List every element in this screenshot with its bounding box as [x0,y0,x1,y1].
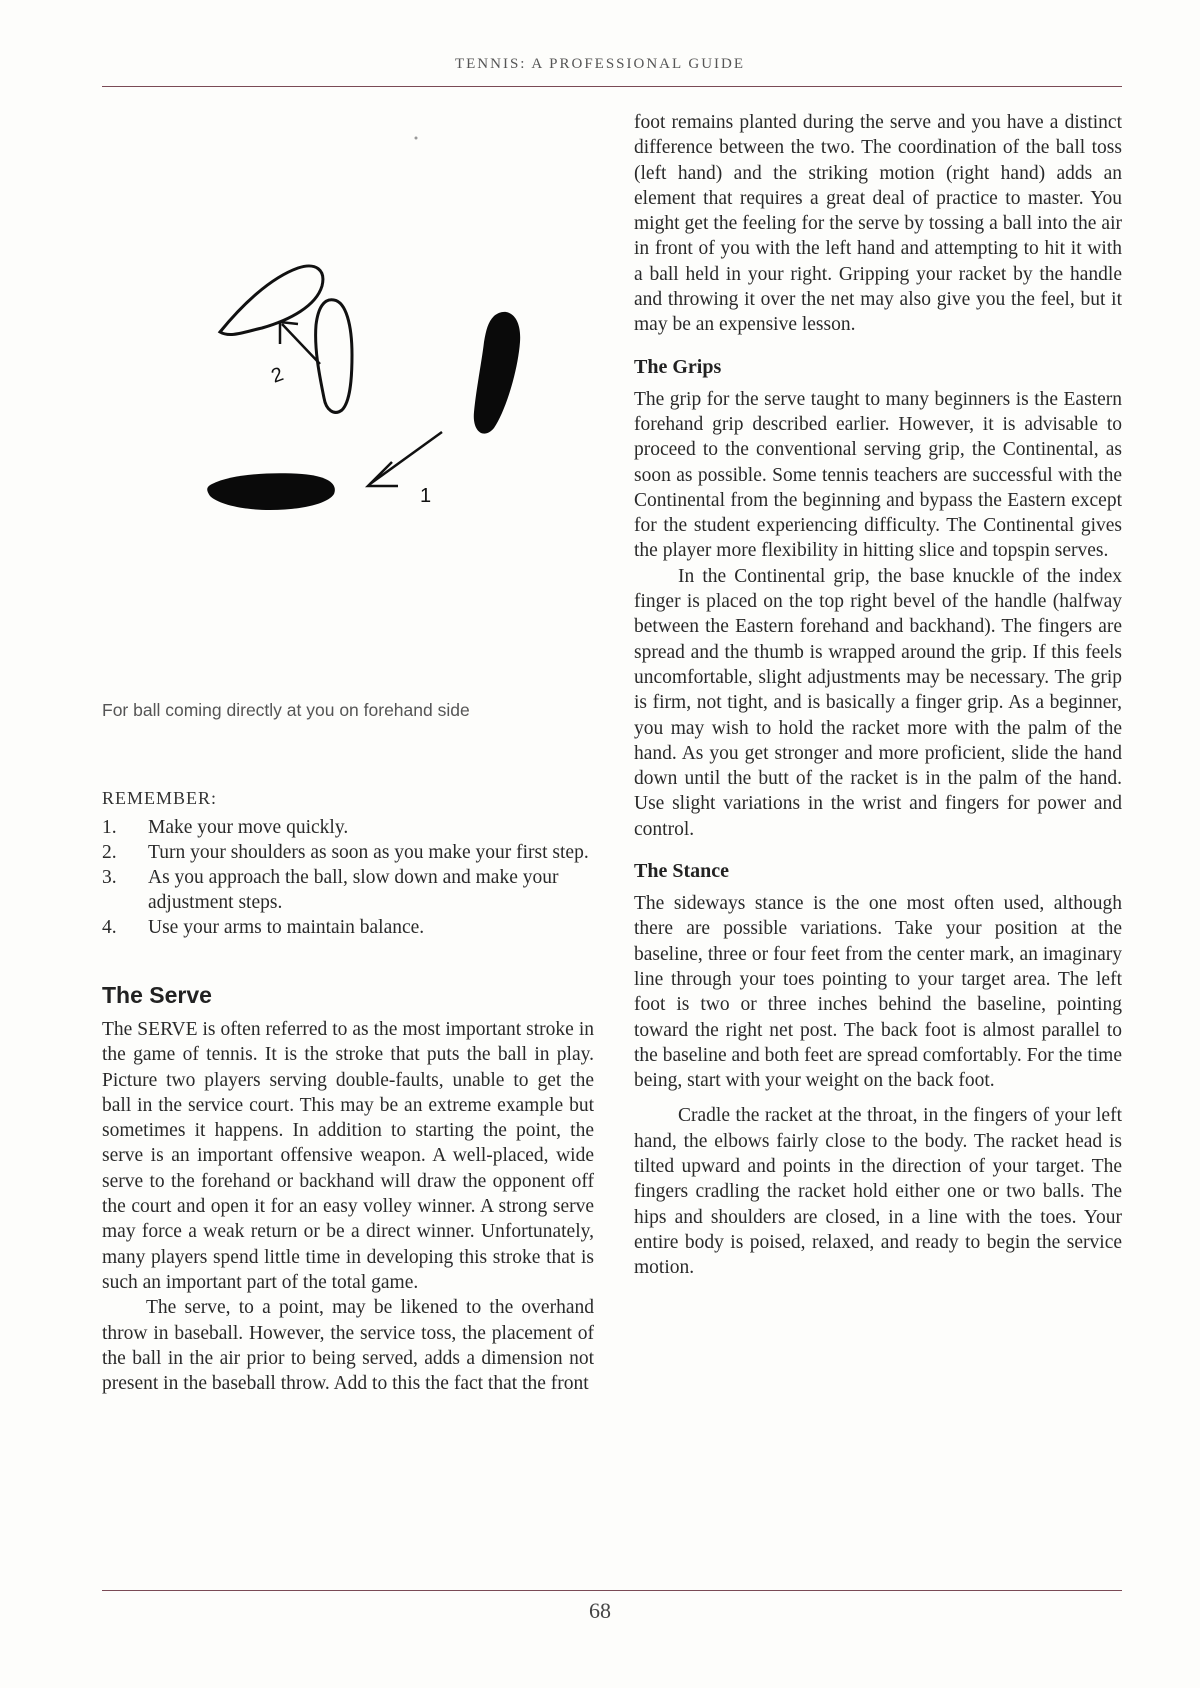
arrow-down-left-icon [368,432,442,486]
speck-mark [415,137,418,140]
arrow-up-left-icon [280,322,320,364]
outlined-footprint-vertical [316,300,352,413]
solid-footprint-bottom [207,473,335,510]
step-mark-2: 2 [268,363,287,388]
solid-footprint-right [474,312,520,434]
section-title-serve: The Serve [102,982,212,1008]
figure-caption: For ball coming directly at you on forehand side [102,700,470,720]
stance-paragraph-2: Cradle the racket at the throat, in the fingers of your left hand, the elbows fairly close to the body. The racket head is tilted upward and points in the direction of your target. The fingers cradling the racket hold either one or two balls. The hips and shoulders are closed, in a line with the toes. Your entire body is poised, relaxed, and ready to begin the service motion. [634,1105,1122,1279]
grips-paragraph-1: The grip for the serve taught to many beginners is the Eastern forehand grip described earlier. However, it is advisable to proceed to the conventional serving grip, the Continental, as soon as possible. Some tennis teachers are successful with the Continental from the beginning and bypass the Eastern except for the student experiencing difficulty. The Continental gives the player more flexibility in hitting slice and topspin serves. [634,388,1122,562]
list-item-number: 3. [102,867,117,888]
list-item-number: 2. [102,842,117,863]
remember-heading: REMEMBER: [102,788,218,808]
left-column [102,110,594,1396]
list-item-text: Use your arms to maintain balance. [148,917,425,938]
footer-rule [102,1590,1122,1591]
grips-paragraph-2: In the Continental grip, the base knuckle of the index finger is placed on the top right bevel of the handle (halfway between the Eastern forehand and backhand). The fingers are spread and the thumb is wrapped around the grip. If this feels uncomfortable, slight adjustments may be necessary. The grip is firm, not tight, and is basically a finger grip. As a beginner, you may wish to hold the racket more with the palm of the hand. As you get stronger and more proficient, slide the hand down until the butt of the racket is in the palm of the hand. Use slight variations in the wrist and fingers for power and control. [634,565,1122,840]
running-head: TENNIS: A PROFESSIONAL GUIDE [454,56,746,72]
stance-paragraph-1: The sideways stance is the one most often used, although there are possible variations. Take your position at the baseline, three or four feet from the center mark, an imaginary line through your toes pointing to your target area. The left foot is two or three inches behind the baseline, pointing toward the right net post. The back foot is almost parallel to the baseline and both feet are spread comfortably. For the time being, start with your weight on the back foot. [634,893,1122,1092]
outlined-footprint-diagonal [220,266,323,335]
page-number: 68 [589,1598,611,1623]
list-item-text: Turn your shoulders as soon as you make your first step. [148,842,589,863]
list-item-text: Make your move quickly. [148,817,349,838]
serve-paragraph-2: The serve, to a point, may be likened to the overhand throw in baseball. However, the service toss, the placement of the ball in the air prior to being served, adds a dimension not present in the baseball throw. Add to this the fact that the front [102,1297,594,1395]
section-title-stance: The Stance [634,860,729,883]
list-item-number: 4. [102,917,117,938]
list-item-number: 1. [102,817,117,838]
list-item-text: As you approach the ball, slow down and make your adjustment steps. [148,867,559,913]
section-title-grips: The Grips [634,355,722,378]
serve-paragraph-1: The SERVE is often referred to as the most important stroke in the game of tennis. It is the stroke that puts the ball in play. Picture two players serving double-faults, unable to get the ball in the service court. This may be an extreme example but sometimes it happens. In addition to starting the point, the serve is an important offensive weapon. A well-placed, wide serve to the forehand or backhand will draw the opponent off the court and open it for an easy volley winner. A strong serve may force a weak return or be a direct winner. Unfortunately, many players spend little time in developing this stroke that is such an important part of the total game. [102,1019,594,1293]
serve-paragraph-2-continued: foot remains planted during the serve and you have a distinct difference between the two. The coordination of the ball toss (left hand) and the striking motion (right hand) adds an element that requires a great deal of practice to master. You might get the feeling for the serve by tossing a ball into the air in front of you with the left hand and attempting to hit it with a ball held in your right. Gripping your racket by the handle and throwing it over the net may also give you the feel, but it may be an expensive lesson. [634,112,1122,336]
list-item [102,915,594,940]
right-column [634,110,1122,1280]
list-item [102,840,594,865]
footwork-diagram-svg [102,110,594,700]
list-item [102,815,594,840]
remember-list [102,815,594,940]
step-label-1: 1 [420,485,432,507]
header-rule [102,86,1122,87]
list-item [102,865,594,915]
footwork-diagram [102,110,594,700]
